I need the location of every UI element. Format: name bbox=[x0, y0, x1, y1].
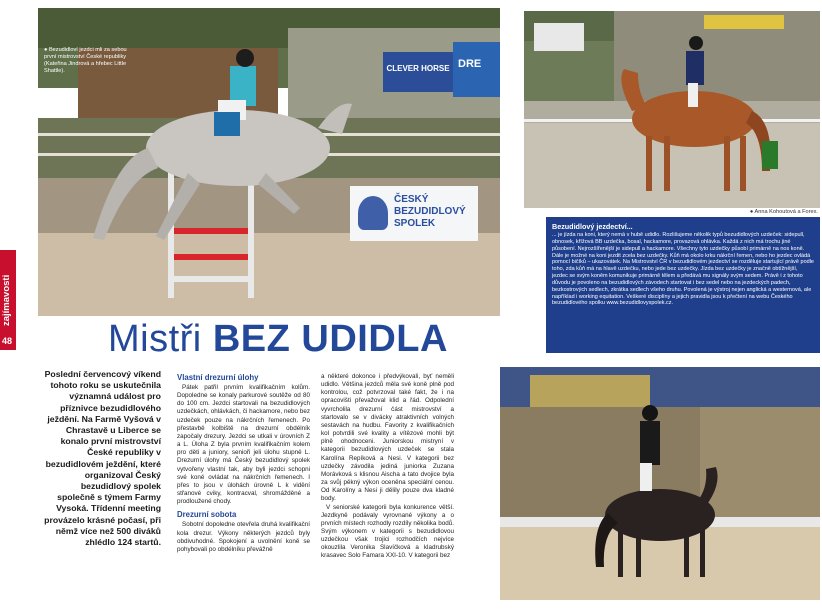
paragraph: Sobotní dopoledne otevřela druhá kvalifikační kola drezur. Výkony některých jezdců byly obdivuhodné. Spokojení a uvolnění koně se pohybovali po obdélníku převážně bbox=[177, 521, 310, 553]
photo-dressage-chestnut bbox=[524, 11, 820, 208]
sign-line-2: BEZUDIDLOVÝ bbox=[394, 206, 466, 217]
article-column-2 bbox=[321, 373, 454, 561]
section-label: zajímavosti bbox=[1, 274, 12, 326]
photo-right-caption-text: Anna Kohoutová a Forex. bbox=[754, 209, 818, 215]
info-box-website: www.bezudidlovyspolek.cz. bbox=[606, 300, 674, 307]
camera-icon: ● bbox=[44, 47, 49, 53]
article-column-1 bbox=[177, 373, 310, 554]
photo-main-caption bbox=[44, 47, 134, 75]
camera-icon: ● bbox=[749, 209, 755, 215]
page-number: 48 bbox=[2, 336, 13, 346]
info-box-body: ... je jízda na koni, který nemá v hubě udidlo. Rozlišujeme několik typů bezudidlových uzdeček: sidepull, obnosek, křížová BB uzdečka, bosal, hackamore, provazová ohlávka. Každá z nich má trochu jiné působení. Nejrozšířenější je sidepull a hackamore. Všechny tyto uzdečky působí primárně na nos koně. Dále je možné na koni jezdit zcela bez uzdečky. Kůň má okolo krku nákrční řemen, nebo ho jezdec ovládá pomocí bičíků – ukazovátek. Na Mistrovství ČR v bezudidlovém jezdectví se rozděluje startující právě podle toho, zda kůň má na hlavě uzdečku, nebo jede bez uzdečky. Jízda bez uzdečky je značně obtížnější, jezdec se svým koněm komunikuje primárně tělem a předává mu signály svým sedem. Právě i z tohoto důvodu je povoleno na bezudidlových závodech startovat i bez sedel nebo na jezdeckých padech, bezkostrových sedlech, zkrátka sedlech všeho druhu. Povolená je výstroj nejen anglická a westernová, ale například i working equitation. Veškeré disciplíny a jejich pravidla jsou k přečtení na webu Českého bezudidlového spolku bbox=[552, 232, 814, 307]
article-title bbox=[108, 318, 448, 361]
paragraph: Pátek patřil prvním kvalifikačním kolům. Dopoledne se konaly parkurové soutěže od 80 do 100 cm. Jezdci startovali na bezudidlových uzdečkách, ohlávkách, či hackamore, nebo bez uzdeček pouze na nákrčních řemenech. Po přestavbě kolbiště na drezurní obdélník započaly drezury. Jezdci se utkali v úrovních Z a L. Úloha Z byla prvním kvalifikačním kolem pro děti a juniory, senioři jeli úlohu stupně L. Drezurní úlohy má Český bezudidlový spolek vytvořeny vlastní tak, aby byli jezdci schopni své koně ovládat na nákrčních řemenech. I přes to jsou v úlohách úrovně L k vidění střanové cviky, kontracval, shromážděné a prodloužené chody. bbox=[177, 384, 310, 506]
sponsor-banner-blue: DRE bbox=[458, 58, 482, 70]
title-bold: BEZ UDIDLA bbox=[212, 318, 448, 360]
photo-dressage-dark-horse bbox=[500, 367, 820, 600]
info-box-heading: Bezudidlový jezdectví... bbox=[552, 222, 633, 231]
section-heading-saturday: Drezurní sobota bbox=[177, 510, 237, 520]
sponsor-banner-clever-horse: CLEVER HORSE bbox=[386, 64, 450, 73]
photo-right-caption bbox=[750, 209, 818, 215]
photo-main-caption-text: Bezudidloví jezdci mli za sebou první mistrovství České republiky (Kateřina Jindrová a hřebec Little Shattle). bbox=[44, 47, 127, 74]
section-heading-dressage-tasks: Vlastní drezurní úlohy bbox=[177, 373, 259, 382]
title-light: Mistři bbox=[108, 318, 202, 360]
paragraph: V seniorské kategorii byla konkurence větší. Jezdkyně podávaly vyrovnané výkony a o prvních místech rozhodly rozdíly několika bodů. Svým výkonem v kategorii s bezudidlovou uzdečkou však trojici rozhodčích nejvíce okouzlila Veronika Slavíčková a kladrubský krasavec Solo Famara XXI-10. V kategorii bez bbox=[321, 503, 454, 560]
article-lead: Poslední červencový víkend tohoto roku se uskutečnila významná událost pro příznivce bezudidlového ježdění. Na Farmě Vyšová v Chrastavě u Liberce se konalo první mistrovství České republiky v bezudidlovém ježdění, které organizoval Český bezudidlový spolek společně s týmem Farmy Vysoká. Třídenní meeting provázelo krásné počasí, při němž více než 500 diváků zhlédlo 124 startů. bbox=[44, 369, 161, 548]
info-box-text bbox=[552, 232, 814, 307]
sign-line-3: SPOLEK bbox=[394, 218, 436, 229]
spolek-sign bbox=[354, 190, 478, 238]
paragraph: a některé dokonce i předvýkovali, byť neměli udidlo. Většina jezdců měla své koně plně pod kontrolou, což potvrzoval také fakt, že i na opracovišti převažoval klid a řád. Odpolední vyvrcholila drezurní část mistrovství a startovalo se v divácky atraktivních volných sestavách na hudbu. Favority z kvalifikačních kol potvrdili své kvality a vítězové mohli být plně ohodnoceni. Juniorskou mistryní v kategorii bezudidlových uzdeček se stala Karolína Repíková a Nesi. V kategorii bez uzdečky závodila jediná juniorka Zuzana Morávková s klisnou Aischa a tato dvojice byla za svůj pěkný výkon oceněna speciální cenou. Od Karolíny a Nesi ji dělily pouze dva kladné body. bbox=[321, 373, 454, 503]
section-tab bbox=[0, 250, 16, 350]
info-box bbox=[546, 217, 820, 353]
sign-line-1: ČESKÝ bbox=[394, 194, 429, 205]
horse-logo-icon bbox=[358, 196, 388, 230]
